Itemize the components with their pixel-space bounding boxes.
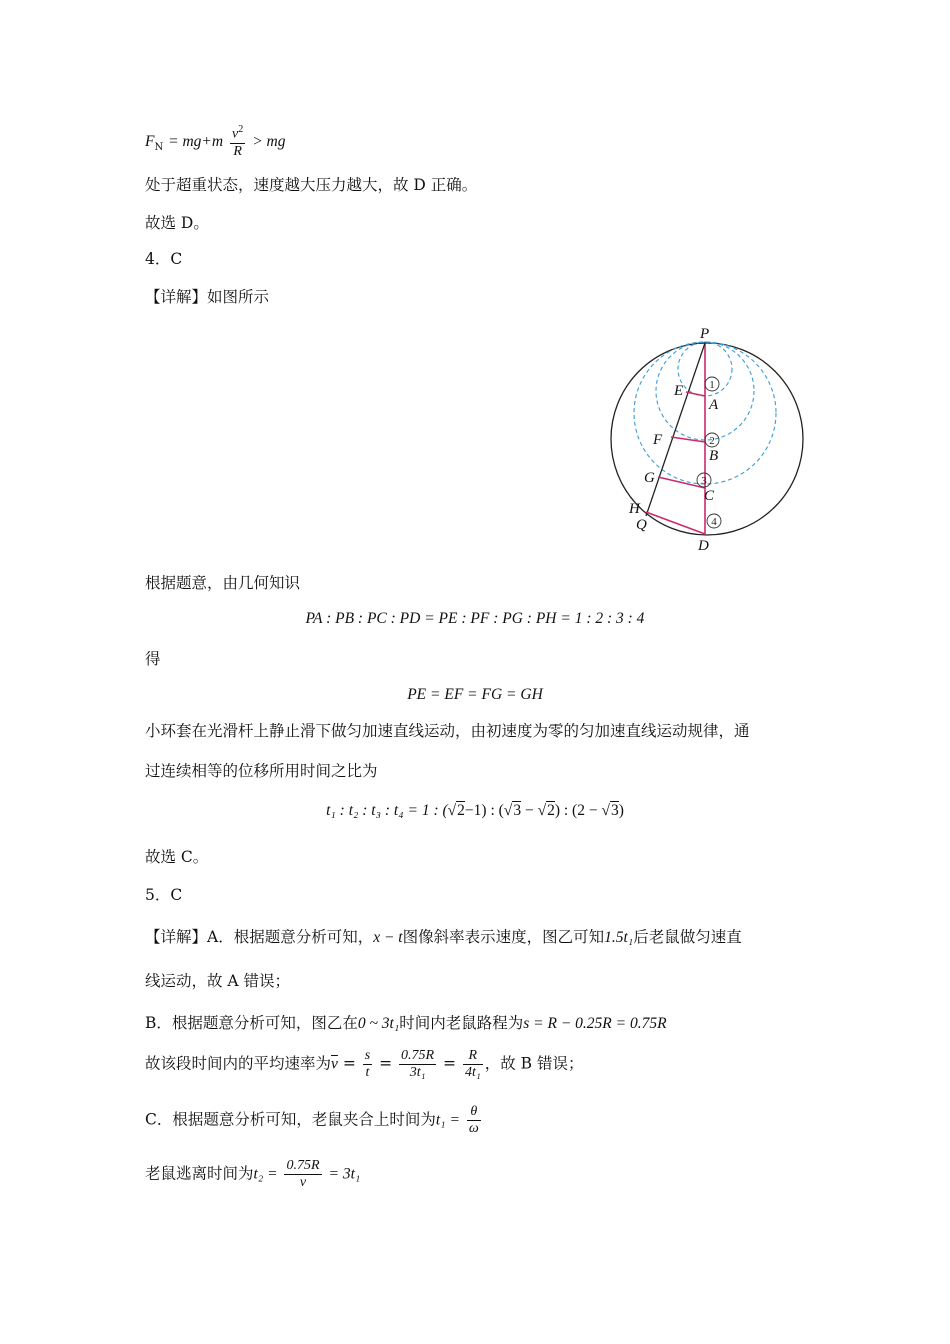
q5-b1-math2: s = R − 0.25R = 0.75R: [523, 1015, 667, 1032]
q5-b2-frac3: [463, 1048, 483, 1081]
overweight-text: 处于超重状态，速度越大压力越大，故 D 正确。: [145, 176, 478, 194]
q5-a-line-2: 线运动，故 A 错误；: [145, 972, 291, 990]
label-a: A: [709, 397, 719, 413]
q4-ratio-equation: PA : PB : PC : PD = PE : PF : PG : PH = 1 : 2 : 3 : 4: [305, 610, 645, 627]
fn-num: v: [232, 126, 239, 142]
q5-b1-math: 0 ~ 3t₁: [357, 1015, 400, 1032]
q5-b1-text: B．根据题意分析可知，图乙在: [145, 1014, 358, 1032]
q5-c2-lhs: t₂ =: [253, 1165, 278, 1183]
q5-b2-f1-num: s: [363, 1048, 372, 1065]
label-h: H: [629, 501, 640, 517]
q5-a-line-1: [145, 928, 742, 948]
q5-c1-text: C．根据题意分析可知，老鼠夹合上时间为: [145, 1110, 436, 1129]
q5-c1-frac: [467, 1104, 481, 1137]
q4-eq3-end: ): [618, 802, 624, 819]
q4-detail: 【详解】如图所示: [145, 288, 270, 306]
q5-c2-den: v: [299, 1175, 307, 1191]
q4-equal-segments: PE = EF = FG = GH: [407, 686, 543, 703]
num-3: 3: [701, 475, 707, 487]
q4-eq3-lhs: t₁ : t₂ : t₃ : t₄ = 1 : (: [326, 802, 448, 819]
q5-b-line-2: 故该段时间内的平均速率为$\overline{v}$ = $\frac{s}{t}$ = $\frac{0.75R}{\text{3t₁}}$ = $\frac{R}{\text{4t₁}}$ ，故 B 错误；: [145, 1048, 584, 1081]
q5-a1-b: 图像斜率表示速度，图乙可知: [402, 928, 605, 946]
formula-fn: [145, 124, 285, 160]
q5-header: 5．C: [145, 886, 183, 904]
q5-b2-f3-num: R: [463, 1048, 483, 1065]
q5-c2-num: 0.75R: [284, 1158, 321, 1175]
q5-b2-end: ，故 B 错误；: [484, 1054, 584, 1073]
q5-b1-b: 时间内老鼠路程为: [399, 1014, 524, 1032]
q5-c2-text: 老鼠逃离时间为: [145, 1164, 254, 1183]
connector-lines: [646, 392, 705, 534]
label-f: F: [653, 432, 663, 448]
line-gc: [658, 477, 705, 488]
fn-den: R: [233, 143, 242, 159]
fn-mid: = mg+m: [168, 132, 224, 150]
line-pq: [646, 343, 705, 516]
circle-geometry-diagram: [608, 322, 823, 557]
q4-eq3-m3: ) : (2 −: [554, 802, 602, 819]
q4-header: 4．C: [145, 250, 183, 268]
q5-a1-c: 后老鼠做匀速直: [633, 928, 742, 946]
fn-rhs: > mg: [252, 132, 286, 150]
label-e: E: [674, 383, 684, 399]
q5-b2-frac1: [363, 1048, 372, 1081]
q5-c1-lhs: t₁ =: [435, 1111, 460, 1129]
q5-c1-num: θ: [467, 1104, 481, 1121]
q5-b2-f2-den: 3t₁: [409, 1065, 426, 1081]
label-c: C: [704, 488, 715, 504]
q5-b2-f2-num: 0.75R: [399, 1048, 436, 1065]
q5-c2-rhs: = 3t₁: [328, 1165, 361, 1183]
label-b: B: [709, 448, 719, 464]
num-4: 4: [711, 516, 717, 528]
q5-b2-f3-den: 4t₁: [464, 1065, 481, 1081]
label-p: P: [700, 326, 710, 342]
q4-eq3-m2: −: [521, 802, 538, 819]
q5-c1-den: ω: [468, 1121, 479, 1137]
q5-a1-text: 【详解】A．根据题意分析可知，: [145, 928, 374, 946]
q4-eq3-s2: 3: [513, 802, 522, 819]
q4-eq3-m1: −1) : (: [464, 802, 504, 819]
choose-d-text: 故选 D。: [145, 214, 209, 232]
q4-text-2: 过连续相等的位移所用时间之比为: [145, 762, 378, 780]
q5-a1-math: x − t: [373, 929, 403, 946]
label-d: D: [698, 538, 709, 554]
line-hd: [646, 512, 705, 534]
q4-de-text: 得: [145, 650, 161, 668]
q4-eq3-s4: 3: [610, 802, 619, 819]
q5-b2-frac2: [399, 1048, 436, 1081]
q5-c2-frac: [284, 1158, 321, 1191]
fn-lhs: F: [145, 132, 155, 150]
label-q: Q: [636, 517, 647, 533]
q5-b2-vbar: $\overline{v}$: [331, 1055, 338, 1073]
line-ea: [686, 392, 705, 396]
q4-eq3-s1: 2: [457, 802, 465, 819]
q5-a1-math2: 1.5t₁: [604, 929, 634, 946]
q5-b2-text: 故该段时间内的平均速率为: [145, 1054, 332, 1073]
q4-geometry-text: 根据题意，由几何知识: [145, 574, 301, 592]
q5-c-line-1: [145, 1104, 483, 1137]
q5-c-line-2: [145, 1158, 360, 1191]
fn-lhs-sub: N: [154, 142, 164, 154]
num-1: 1: [709, 379, 715, 391]
label-g: G: [644, 470, 655, 486]
num-2: 2: [709, 435, 715, 447]
q4-time-ratio: t₁ : t₂ : t₃ : t₄ = 1 : (√2−1) : (√3 − √2) : (2 − √3): [326, 802, 624, 819]
q4-eq3-s3: 2: [547, 802, 555, 819]
line-fb: [671, 437, 705, 442]
q4-text-1: 小环套在光滑杆上静止滑下做匀加速直线运动，由初速度为零的匀加速直线运动规律，通: [145, 722, 750, 740]
fn-fraction: [230, 124, 245, 160]
q5-b-line-1: [145, 1014, 667, 1034]
q5-b2-f1-den: t: [365, 1065, 370, 1081]
fn-num-sup: 2: [238, 124, 244, 135]
q4-choose-c: 故选 C。: [145, 848, 209, 866]
